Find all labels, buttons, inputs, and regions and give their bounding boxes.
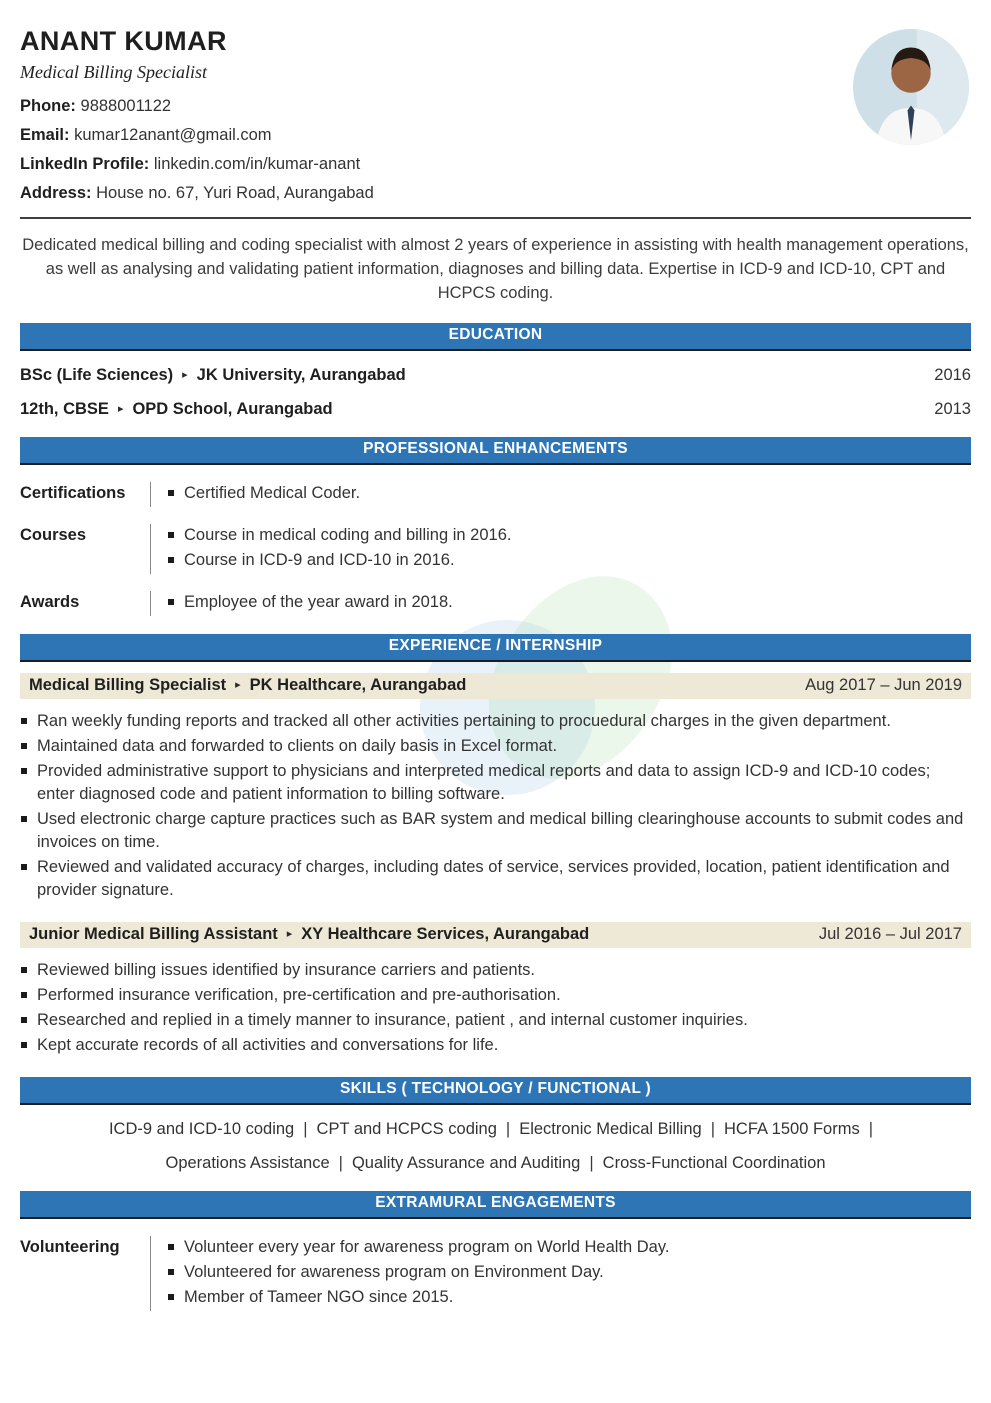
list-item: Used electronic charge capture practices such as BAR system and medical billing clearinghouse accounts to submit codes and invoices on time. [20,808,971,854]
row-label: Awards [20,593,80,611]
divider: | [303,1120,308,1138]
job-company: PK Healthcare, Aurangabad [249,676,467,694]
linkedin-value: linkedin.com/in/kumar-anant [153,155,361,173]
list-item: Provided administrative support to physicians and interpreted medical reports and data to assign ICD-9 and ICD-10 codes; enter diagnosed code and patient information to billing software. [20,760,971,806]
row-content [150,1236,971,1311]
email-label: Email: [20,126,70,144]
institution: JK University, Aurangabad [196,366,406,384]
divider: | [710,1120,715,1138]
enhancement-row-courses [20,524,971,574]
job-dates: Jul 2016 – Jul 2017 [818,925,962,943]
list-item: Researched and replied in a timely manner to insurance, patient , and internal customer inquiries. [20,1009,971,1032]
job-header [20,673,971,699]
section-heading-education: EDUCATION [20,323,971,351]
education-entry [20,351,971,385]
row-content [150,591,971,616]
address-value: House no. 67, Yuri Road, Aurangabad [96,184,374,202]
skill: Electronic Medical Billing [519,1120,702,1138]
row-label: Certifications [20,484,126,502]
skill: Quality Assurance and Auditing [351,1154,581,1172]
phone-label: Phone: [20,97,76,115]
skills-line-1 [20,1120,971,1139]
section-heading-experience: EXPERIENCE / INTERNSHIP [20,634,971,662]
job-bullet-list [20,959,971,1057]
list-item: Reviewed billing issues identified by insurance carriers and patients. [20,959,971,982]
institution: OPD School, Aurangabad [132,400,333,418]
bullet-list [167,1236,971,1309]
list-item: Course in medical coding and billing in 2016. [167,524,971,547]
row-content [150,482,971,507]
linkedin-label: LinkedIn Profile: [20,155,150,173]
job-company: XY Healthcare Services, Aurangabad [301,925,590,943]
arrow-icon: ▸ [235,679,241,691]
header-divider [20,217,971,219]
skill: ICD-9 and ICD-10 coding [108,1120,295,1138]
job-title: Medical Billing Specialist [29,676,227,694]
job-dates: Aug 2017 – Jun 2019 [805,676,962,694]
enhancement-row-awards [20,591,971,616]
list-item: Volunteer every year for awareness program on World Health Day. [167,1236,971,1259]
divider: | [505,1120,511,1138]
row-content [150,524,971,574]
header-contact-block [20,26,971,208]
candidate-title: Medical Billing Specialist [20,62,207,82]
skill: HCFA 1500 Forms [724,1120,860,1138]
skill: Cross-Functional Coordination [602,1154,826,1172]
arrow-icon: ▸ [286,928,293,940]
education-year: 2013 [934,400,971,418]
profile-photo [853,29,969,145]
arrow-icon: ▸ [182,369,188,381]
bullet-list [167,524,971,572]
contact-email [20,121,971,150]
bullet-list [167,591,971,614]
phone-value: 9888001122 [80,97,172,115]
divider: | [338,1154,343,1172]
section-heading-professional-enhancements: PROFESSIONAL ENHANCEMENTS [20,437,971,465]
skill: CPT and HCPCS coding [316,1120,497,1138]
list-item: Employee of the year award in 2018. [167,591,971,614]
list-item: Volunteered for awareness program on Environment Day. [167,1261,971,1284]
list-item: Reviewed and validated accuracy of charges, including dates of service, services provided, location, patient identification and provider signature. [20,856,971,902]
job-title-line [29,676,466,695]
enhancement-row-certifications [20,482,971,507]
degree: 12th, CBSE [20,400,109,418]
list-item: Course in ICD-9 and ICD-10 in 2016. [167,549,971,572]
list-item: Kept accurate records of all activities and conversations for life. [20,1034,971,1057]
education-degree-line [20,366,406,385]
list-item: Performed insurance verification, pre-certification and pre-authorisation. [20,984,971,1007]
header [20,26,971,208]
row-label: Volunteering [20,1238,120,1256]
arrow-icon: ▸ [117,403,124,415]
bullet-list [167,482,971,505]
education-degree-line [20,400,333,419]
job-title: Junior Medical Billing Assistant [29,925,278,943]
section-heading-skills: SKILLS ( TECHNOLOGY / FUNCTIONAL ) [20,1077,971,1105]
job-header [20,922,971,948]
address-label: Address: [20,184,92,202]
contact-address [20,179,971,208]
skill: Operations Assistance [165,1154,330,1172]
candidate-name: ANANT KUMAR [20,26,227,56]
list-item: Member of Tameer NGO since 2015. [167,1286,971,1309]
email-value: kumar12anant@gmail.com [74,126,272,144]
education-entry [20,385,971,419]
profile-photo-image [853,29,969,145]
contact-linkedin [20,150,971,179]
divider: | [868,1120,874,1138]
section-heading-extramural: EXTRAMURAL ENGAGEMENTS [20,1191,971,1219]
divider: | [589,1154,594,1172]
summary-text: Dedicated medical billing and coding specialist with almost 2 years of experience in assisting with health management operations, as well as analysing and validating patient information, diagnoses and billing data. Expertise in ICD-9 and ICD-10, CPT and HCPCS coding. [22,236,969,302]
job-title-line [29,925,589,944]
skills-line-2 [20,1154,971,1173]
job-bullet-list [20,710,971,902]
list-item: Ran weekly funding reports and tracked all other activities pertaining to procuedural charges in the given department. [20,710,971,733]
contact-phone [20,92,971,121]
row-label: Courses [20,526,87,544]
list-item: Maintained data and forwarded to clients on daily basis in Excel format. [20,735,971,758]
extramural-row-volunteering [20,1236,971,1311]
degree: BSc (Life Sciences) [20,366,174,384]
education-year: 2016 [934,366,971,384]
list-item: Certified Medical Coder. [167,482,971,505]
